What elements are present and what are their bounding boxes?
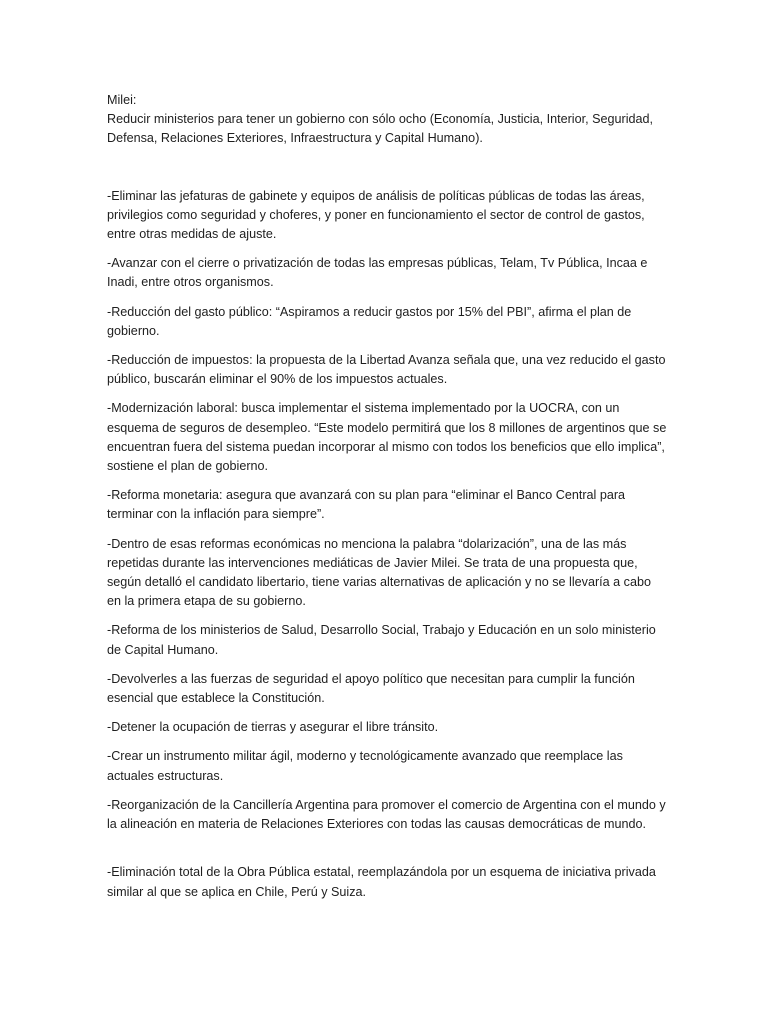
document-intro: Reducir ministerios para tener un gobierno con sólo ocho (Economía, Justicia, Interior, Seguridad, Defensa, Relaciones Exteriores, Infraestructura y Capital Humano).	[107, 112, 654, 146]
document-page	[107, 91, 667, 912]
paragraph-8: -Reforma de los ministerios de Salud, Desarrollo Social, Trabajo y Educación en un solo ministerio de Capital Humano.	[107, 623, 656, 657]
paragraph-13: -Eliminación total de la Obra Pública estatal, reemplazándola por un esquema de iniciativa privada similar al que se aplica en Chile, Perú y Suiza.	[107, 865, 656, 899]
paragraph-7: -Dentro de esas reformas económicas no menciona la palabra “dolarización”, una de las más repetidas durante las intervenciones mediáticas de Javier Milei. Se trata de una propuesta que, según detalló el candidato libertario, tiene varias alternativas de aplicación y no se llevaría a cabo en la primera etapa de su gobierno.	[107, 536, 651, 609]
paragraph-12: -Reorganización de la Cancillería Argentina para promover el comercio de Argentina con el mundo y la alineación en materia de Relaciones Exteriores con todas las causas democráticas de mundo.	[107, 797, 666, 832]
paragraph-5: -Modernización laboral: busca implementar el sistema implementado por la UOCRA, con un esquema de seguros de desempleo. “Este modelo permitirá que los 8 millones de argentinos que se encuentran fuera del sistema puedan incorporar al mismo con todos los beneficios que ello implica”, sostiene el plan de gobierno.	[107, 401, 667, 474]
paragraph-11: -Crear un instrumento militar ágil, moderno y tecnológicamente avanzado que reemplace las actuales estructuras.	[107, 749, 623, 783]
document-heading: Milei:	[107, 93, 137, 107]
paragraph-6: -Reforma monetaria: asegura que avanzará con su plan para “eliminar el Banco Central para terminar con la inflación para siempre”.	[107, 488, 626, 522]
intro-block	[107, 91, 667, 149]
paragraph-4: -Reducción de impuestos: la propuesta de la Libertad Avanza señala que, una vez reducido el gasto público, buscarán eliminar el 90% de los impuestos actuales.	[107, 353, 666, 387]
paragraph-2: -Avanzar con el cierre o privatización de todas las empresas públicas, Telam, Tv Pública, Incaa e Inadi, entre otros organismos.	[107, 256, 648, 290]
paragraph-1: -Eliminar las jefaturas de gabinete y equipos de análisis de políticas públicas de todas las áreas, privilegios como seguridad y choferes, y poner en funcionamiento el sector de control de gastos, entre otras medidas de ajuste.	[107, 188, 645, 242]
paragraph-10: -Detener la ocupación de tierras y asegurar el libre tránsito.	[107, 720, 439, 735]
paragraph-9: -Devolverles a las fuerzas de seguridad el apoyo político que necesitan para cumplir la función esencial que establece la Constitución.	[107, 671, 635, 706]
paragraph-3: -Reducción del gasto público: “Aspiramos a reducir gastos por 15% del PBI”, afirma el plan de gobierno.	[107, 304, 632, 338]
